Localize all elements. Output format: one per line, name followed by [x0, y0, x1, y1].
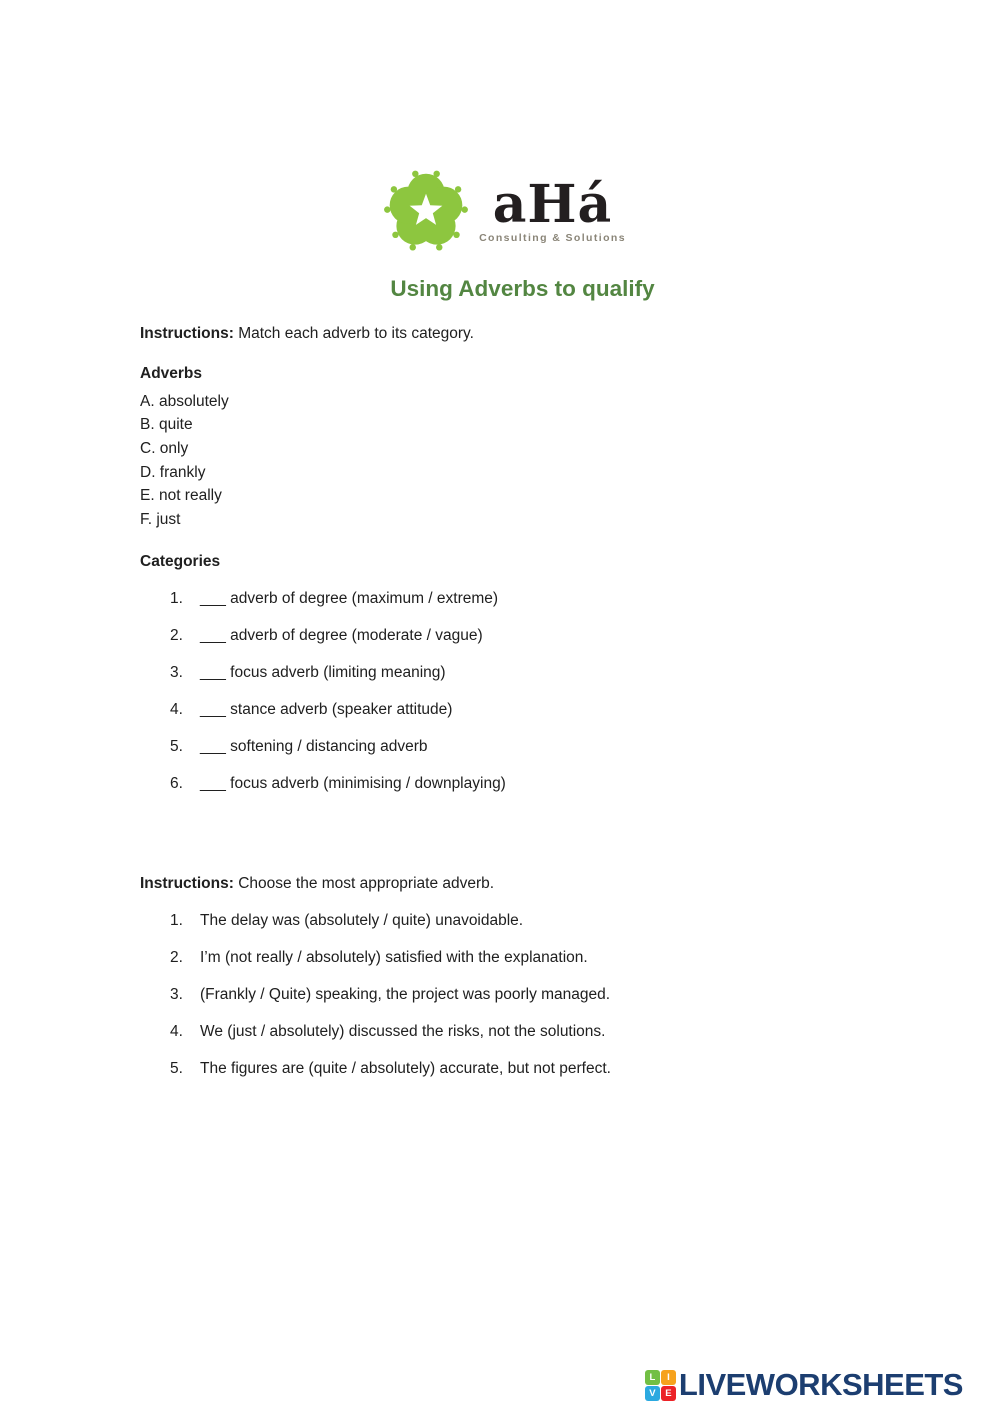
list-number: 3. [170, 663, 183, 681]
sentence-item [140, 1060, 905, 1078]
category-text: ___ adverb of degree (moderate / vague) [200, 626, 483, 644]
list-number: 5. [170, 737, 183, 755]
company-logo [122, 168, 887, 254]
category-text: ___ focus adverb (limiting meaning) [200, 663, 446, 681]
category-item [140, 664, 905, 682]
sentence-text: The delay was (absolutely / quite) unavoidable. [200, 912, 524, 930]
category-item [140, 701, 905, 719]
category-text: ___ adverb of degree (maximum / extreme) [200, 589, 499, 607]
sentence-item [140, 949, 905, 967]
list-number: 4. [170, 700, 183, 718]
list-number: 6. [170, 774, 183, 792]
sentence-item [140, 912, 905, 930]
list-number: 1. [170, 589, 183, 607]
category-item [140, 738, 905, 756]
list-number: 4. [170, 1023, 183, 1041]
liveworksheets-logo[interactable] [645, 1367, 963, 1403]
category-text: ___ softening / distancing adverb [200, 737, 428, 755]
sentence-text: We (just / absolutely) discussed the risks, not the solutions. [200, 1023, 606, 1041]
logo-text [479, 173, 626, 244]
category-text: ___ stance adverb (speaker attitude) [200, 700, 453, 718]
adverbs-list [140, 390, 905, 532]
grid-cell-i: I [661, 1370, 676, 1385]
list-number: 2. [170, 949, 183, 967]
category-item [140, 627, 905, 645]
list-number: 1. [170, 912, 183, 930]
instructions-1-label: Instructions: [140, 325, 234, 342]
category-item [140, 590, 905, 608]
categories-list [140, 590, 905, 793]
instructions-2-label: Instructions: [140, 874, 234, 892]
adverb-item: B. quite [140, 416, 193, 434]
instructions-2 [140, 875, 905, 894]
adverb-item: C. only [140, 440, 189, 457]
sentence-text: (Frankly / Quite) speaking, the project was poorly managed. [200, 986, 611, 1004]
category-text: ___ focus adverb (minimising / downplaying) [200, 774, 506, 792]
instructions-1 [140, 325, 905, 344]
sentence-text: The figures are (quite / absolutely) accurate, but not perfect. [200, 1060, 611, 1078]
logo-brand-text: aHá [492, 173, 613, 235]
adverb-item: E. not really [140, 487, 222, 505]
categories-heading: Categories [140, 552, 221, 570]
sentences-list [140, 912, 905, 1078]
adverb-item: D. frankly [140, 463, 206, 481]
category-item [140, 775, 905, 793]
adverb-item: A. absolutely [140, 392, 229, 410]
adverbs-heading: Adverbs [140, 364, 203, 382]
grid-cell-e: E [661, 1386, 676, 1401]
list-number: 2. [170, 626, 183, 644]
logo-tagline: Consulting & Solutions [479, 231, 626, 244]
sentence-text: I’m (not really / absolutely) satisfied with the explanation. [200, 949, 588, 967]
instructions-1-text: Match each adverb to its category. [238, 325, 474, 342]
page-title: Using Adverbs to qualify [390, 276, 655, 301]
grid-cell-v: V [645, 1386, 660, 1401]
list-number: 5. [170, 1060, 183, 1078]
adverb-item: F. just [140, 511, 181, 529]
section-spacer [140, 812, 905, 852]
logo-star-rosette-icon [383, 168, 469, 254]
liveworksheets-wordmark: LIVEWORKSHEETS [678, 1367, 963, 1402]
list-number: 3. [170, 986, 183, 1004]
grid-cell-l: L [645, 1370, 660, 1385]
sentence-item [140, 1023, 905, 1041]
instructions-2-text: Choose the most appropriate adverb. [238, 874, 495, 892]
liveworksheets-grid-icon [645, 1370, 676, 1401]
sentence-item [140, 986, 905, 1004]
